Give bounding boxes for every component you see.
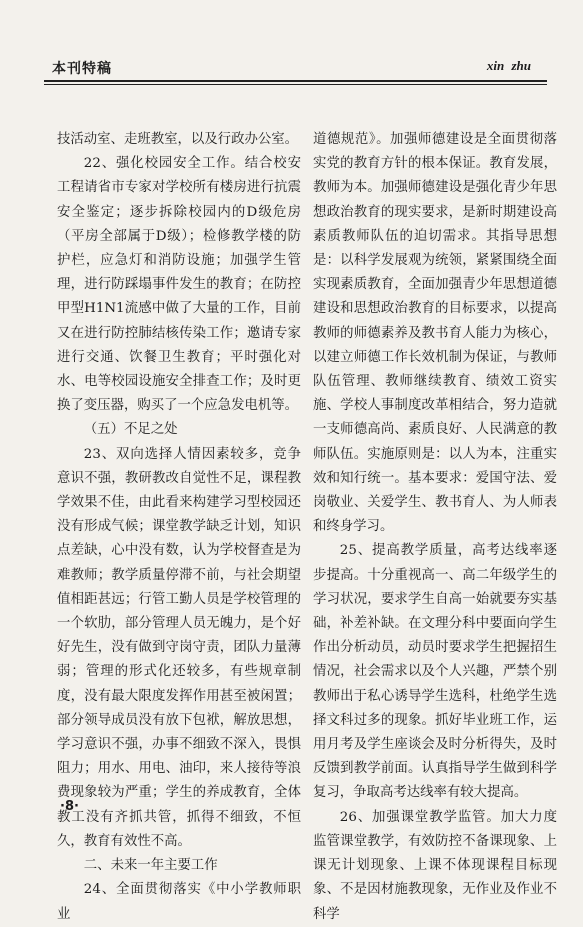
paragraph: 道德规范》。加强师德建设是全面贯彻落实党的教育方针的根本保证。教育发展，教师为本。加强师德建设是强化青少年思想政治教育的现实要求，是新时期建设高素质教师队伍的迫切需求。其指导思想是：以科学发展观为统领，紧紧围绕全面实现素质教育，全面加强青少年思想道德建设和思想政治教育的目标要求，以提高教师的师德素养及教书育人能力为核心，以建立师德工作长效机制为保证，与教师队伍管理、教师继续教育、绩效工资实施、学校人事制度改革相结合，努力造就一支师德高尚、素质良好、人民满意的教师队伍。实施原则是：以人为本，注重实效和知行统一。基本要求：爱国守法、爱岗敬业、关爱学生、教书育人、为人师表和终身学习。 bbox=[313, 132, 557, 535]
left-column bbox=[57, 128, 301, 927]
header-rule bbox=[44, 80, 547, 85]
page-number: ·8· bbox=[60, 799, 79, 814]
column-title: 本刊特稿 bbox=[52, 61, 112, 77]
paragraph: 22、强化校园安全工作。结合校安工程请省市专家对学校所有楼房进行抗震安全鉴定；逐步拆除校园内的D级危房（平房全部属于D级）；检修教学楼的防护栏，应急灯和消防设施；加强学生管理，进行防踩塌事件发生的教育；在防控甲型H1N1流感中做了大量的工作，目前又在进行防控肺结核传染工作；邀请专家进行交通、饮餐卫生教育；平时强化对水、电等校园设施安全排查工作；及时更换了变压器，购买了一个应急发电机等。 bbox=[57, 156, 301, 414]
paragraph: 二、未来一年主要工作 bbox=[83, 858, 218, 874]
paragraph: 26、加强课堂教学监管。加大力度监管课堂教学，有效防控不备课现象、上课无计划现象、上课不体现课程目标现象、不是因材施教现象，无作业及作业不科学 bbox=[313, 809, 557, 922]
paragraph: 23、双向选择人情因素较多，竞争意识不强，教研教改自觉性不足，课程教学效果不佳，由此看来构建学习型校园还没有形成气候；课堂教学缺乏计划，知识点差缺，心中没有数，认为学校督查是为难教师；教学质量停滞不前，与社会期望值相距甚远；行管工勤人员是学校管理的一个软肋，部分管理人员无魄力，是个好好先生，没有做到守岗守责，团队力量薄弱；管理的形式化还较多，有些规章制度，没有最大限度发挥作用甚至被闲置；部分领导成员没有放下包袱，解放思想，学习意识不强，办事不细致不深入，畏惧阻力；用水、用电、油印，来人接待等浪费现象较为严重；学生的养成教育，全体教工没有齐抓共管，抓得不细致，不恒久，教育有效性不高。 bbox=[57, 446, 301, 849]
right-column bbox=[313, 128, 557, 927]
page-header bbox=[0, 0, 583, 92]
paragraph: 25、提高教学质量，高考达线率逐步提高。十分重视高一、高二年级学生的学习状况，要求学生自高一始就要夯实基础，补差补缺。在文理分科中要面向学生作出分析动员，动员时要求学生把握招生情况，社会需求以及个人兴趣，严禁个别教师出于私心诱导学生选科，杜绝学生选择文科过多的现象。抓好毕业班工作，运用月考及学生座谈会及时分析得失，及时反馈到教学前面。认真指导学生做到科学复习，争取高考达线率有较大提高。 bbox=[313, 543, 557, 801]
paragraph: 技活动室、走班教室，以及行政办公室。 bbox=[57, 132, 299, 147]
paragraph: （五）不足之处 bbox=[83, 422, 178, 438]
paragraph: 24、全面贯彻落实《中小学教师职业 bbox=[57, 882, 301, 922]
header-pinyin: xin zhu bbox=[486, 58, 531, 73]
